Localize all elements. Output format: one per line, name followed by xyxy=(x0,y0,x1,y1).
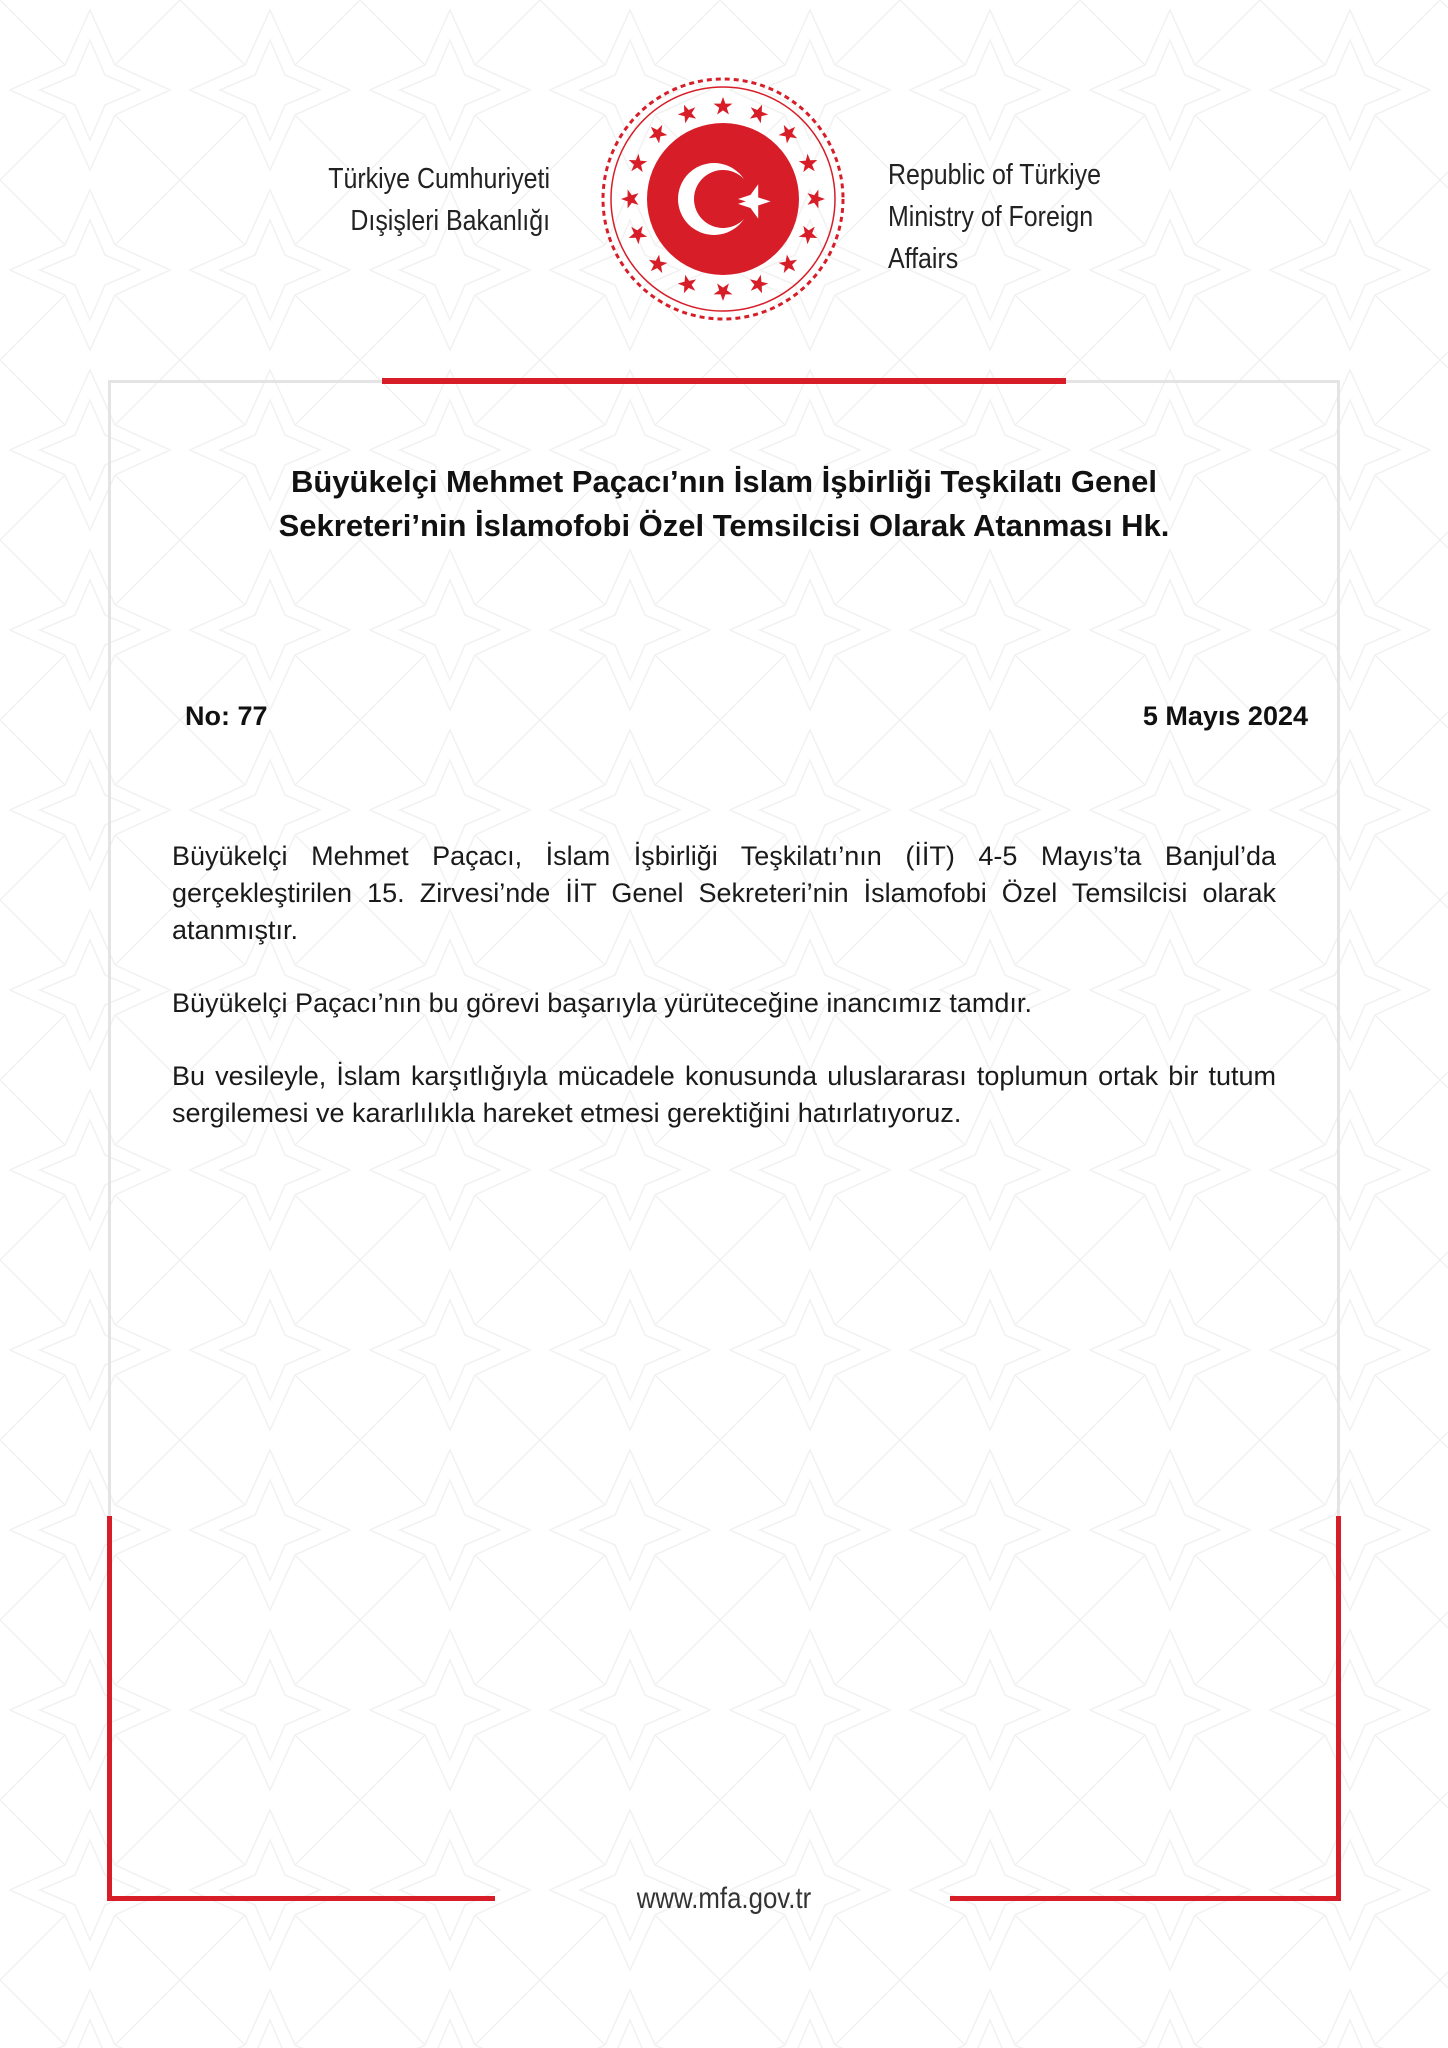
document-number: No: 77 xyxy=(185,701,268,731)
frame-bottom-right-red-accent xyxy=(950,1896,1341,1901)
ministry-name-english-line1: Republic of Türkiye xyxy=(888,159,1102,191)
body-paragraph: Bu vesileyle, İslam karşıtlığıyla mücadele konusunda uluslararası toplumun ortak bir tutum sergilemesi ve kararlılıkla hareket etmesi gerektiğini hatırlatıyoruz. xyxy=(172,1061,1276,1128)
ministry-name-english-line2: Ministry of Foreign Affairs xyxy=(888,201,1094,275)
document-title-line1: Büyükelçi Mehmet Paçacı’nın İslam İşbirliği Teşkilatı Genel xyxy=(290,464,1158,499)
document-date: 5 Mayıs 2024 xyxy=(1142,701,1308,731)
frame-top-red-accent xyxy=(382,378,1066,384)
document-title xyxy=(150,460,1298,548)
frame-bottom-left-red-accent xyxy=(107,1896,495,1901)
frame-right-red-accent xyxy=(1336,1516,1341,1900)
document-body xyxy=(172,838,1276,1168)
ministry-name-turkish xyxy=(326,158,550,242)
body-paragraph: Büyükelçi Paçacı’nın bu görevi başarıyla yürüteceğine inancımız tamdır. xyxy=(172,988,1032,1018)
ministry-name-english xyxy=(888,154,1163,280)
ministry-name-turkish-line2: Dışişleri Bakanlığı xyxy=(350,205,550,237)
document-title-line2: Sekreteri’nin İslamofobi Özel Temsilcisi Olarak Atanması Hk. xyxy=(278,508,1170,543)
footer-website-link[interactable]: www.mfa.gov.tr xyxy=(636,1882,812,1915)
ministry-emblem-crescent-star-icon xyxy=(598,74,848,324)
frame-left-border xyxy=(108,380,111,1520)
body-paragraph: Büyükelçi Mehmet Paçacı, İslam İşbirliği Teşkilatı’nın (İİT) 4-5 Mayıs’ta Banjul’da gerçekleştirilen 15. Zirvesi’nde İİT Genel Sekreteri’nin İslamofobi Özel Temsilcisi olarak atanmıştır. xyxy=(172,841,1276,945)
ministry-name-turkish-line1: Türkiye Cumhuriyeti xyxy=(328,163,550,195)
frame-right-border xyxy=(1337,380,1340,1520)
frame-left-red-accent xyxy=(107,1516,112,1900)
